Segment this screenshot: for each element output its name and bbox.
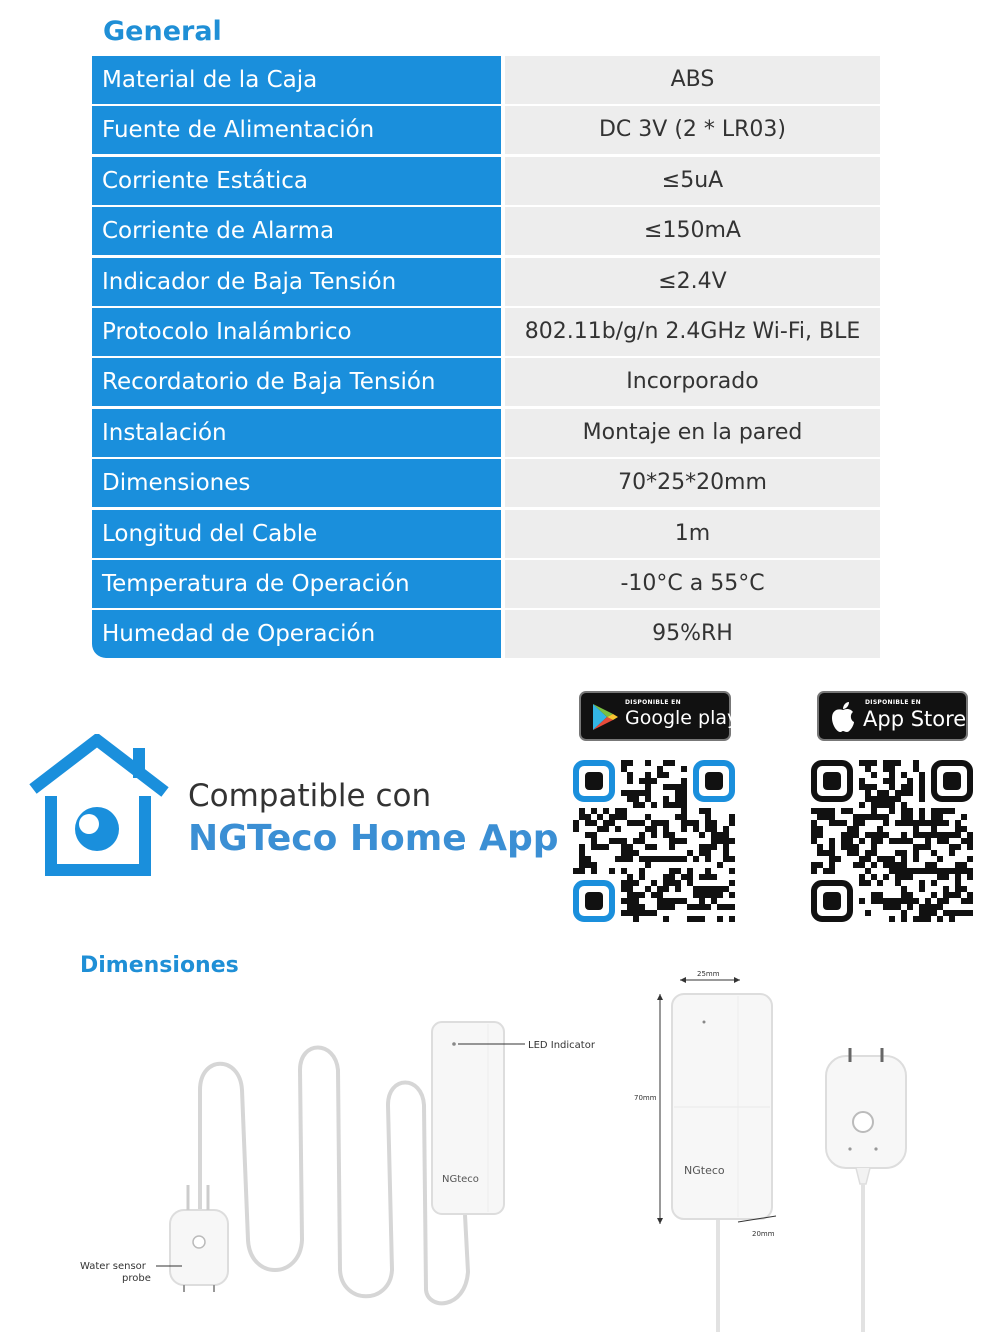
width-dimension-label: 25mm xyxy=(697,970,720,978)
spec-row xyxy=(92,409,880,457)
led-dot-icon xyxy=(452,1042,456,1046)
general-section-title: General xyxy=(103,16,222,47)
spec-value: ≤5uA xyxy=(505,157,880,205)
qr-finder-marker xyxy=(576,883,612,919)
spec-label: Temperatura de Operación xyxy=(92,560,501,608)
badge-caption: DISPONIBLE EN xyxy=(865,699,921,706)
probe-label-line-1: Water sensor xyxy=(80,1261,146,1272)
probe-label-line-2: probe xyxy=(122,1273,151,1284)
spec-value: -10°C a 55°C xyxy=(505,560,880,608)
compat-text xyxy=(188,778,559,859)
spec-label: Material de la Caja xyxy=(92,56,501,104)
led-indicator-label: LED Indicator xyxy=(528,1040,595,1051)
qr-finder-marker xyxy=(814,763,850,799)
spec-value: Incorporado xyxy=(505,358,880,406)
app-store-badge[interactable] xyxy=(817,691,968,741)
spec-row xyxy=(92,510,880,558)
spec-row xyxy=(92,258,880,306)
home-app-logo-icon xyxy=(25,734,170,879)
spec-row xyxy=(92,459,880,507)
sensor-dimensions-diagram xyxy=(620,962,920,1332)
depth-dimension-label: 20mm xyxy=(752,1230,775,1238)
spec-row xyxy=(92,308,880,356)
compat-line-1: Compatible con xyxy=(188,778,432,814)
spec-value: ABS xyxy=(505,56,880,104)
spec-value: 95%RH xyxy=(505,610,880,658)
badge-store-name: Google play xyxy=(625,707,739,729)
spec-label: Dimensiones xyxy=(92,459,501,507)
spec-row xyxy=(92,560,880,608)
spec-label: Corriente Estática xyxy=(92,157,501,205)
qr-finder-marker xyxy=(696,763,732,799)
spec-row xyxy=(92,207,880,255)
compat-app-name: NGTeco Home App xyxy=(188,818,559,859)
spec-value: Montaje en la pared xyxy=(505,409,880,457)
qr-finder-marker xyxy=(814,883,850,919)
google-play-badge[interactable] xyxy=(579,691,739,741)
spec-value: ≤150mA xyxy=(505,207,880,255)
spec-row xyxy=(92,157,880,205)
spec-row xyxy=(92,610,880,658)
dimensions-section-title: Dimensiones xyxy=(80,953,239,978)
spec-label: Instalación xyxy=(92,409,501,457)
qr-finder-marker xyxy=(576,763,612,799)
spec-label: Fuente de Alimentación xyxy=(92,106,501,154)
spec-label: Longitud del Cable xyxy=(92,510,501,558)
spec-row xyxy=(92,56,880,104)
spec-value: ≤2.4V xyxy=(505,258,880,306)
app-store-qr-code[interactable] xyxy=(811,760,973,922)
spec-table xyxy=(92,56,880,661)
height-dimension-label: 70mm xyxy=(634,1094,657,1102)
spec-label: Corriente de Alarma xyxy=(92,207,501,255)
sensor-body xyxy=(432,1022,504,1214)
sensor-cable-diagram xyxy=(70,1010,610,1310)
spec-value: DC 3V (2 * LR03) xyxy=(505,106,880,154)
google-play-icon xyxy=(591,702,619,732)
brand-mark: NGteco xyxy=(442,1174,479,1185)
spec-label: Recordatorio de Baja Tensión xyxy=(92,358,501,406)
google-play-qr-code[interactable] xyxy=(573,760,735,922)
spec-row xyxy=(92,358,880,406)
badge-caption: DISPONIBLE EN xyxy=(625,699,681,706)
spec-label: Indicador de Baja Tensión xyxy=(92,258,501,306)
spec-value: 70*25*20mm xyxy=(505,459,880,507)
spec-label: Protocolo Inalámbrico xyxy=(92,308,501,356)
badge-store-name: App Store xyxy=(863,707,967,731)
spec-value: 802.11b/g/n 2.4GHz Wi-Fi, BLE xyxy=(505,308,880,356)
apple-icon xyxy=(829,700,857,734)
brand-mark: NGteco xyxy=(684,1164,725,1177)
spec-value: 1m xyxy=(505,510,880,558)
spec-row xyxy=(92,106,880,154)
qr-finder-marker xyxy=(934,763,970,799)
spec-label: Humedad de Operación xyxy=(92,610,501,658)
